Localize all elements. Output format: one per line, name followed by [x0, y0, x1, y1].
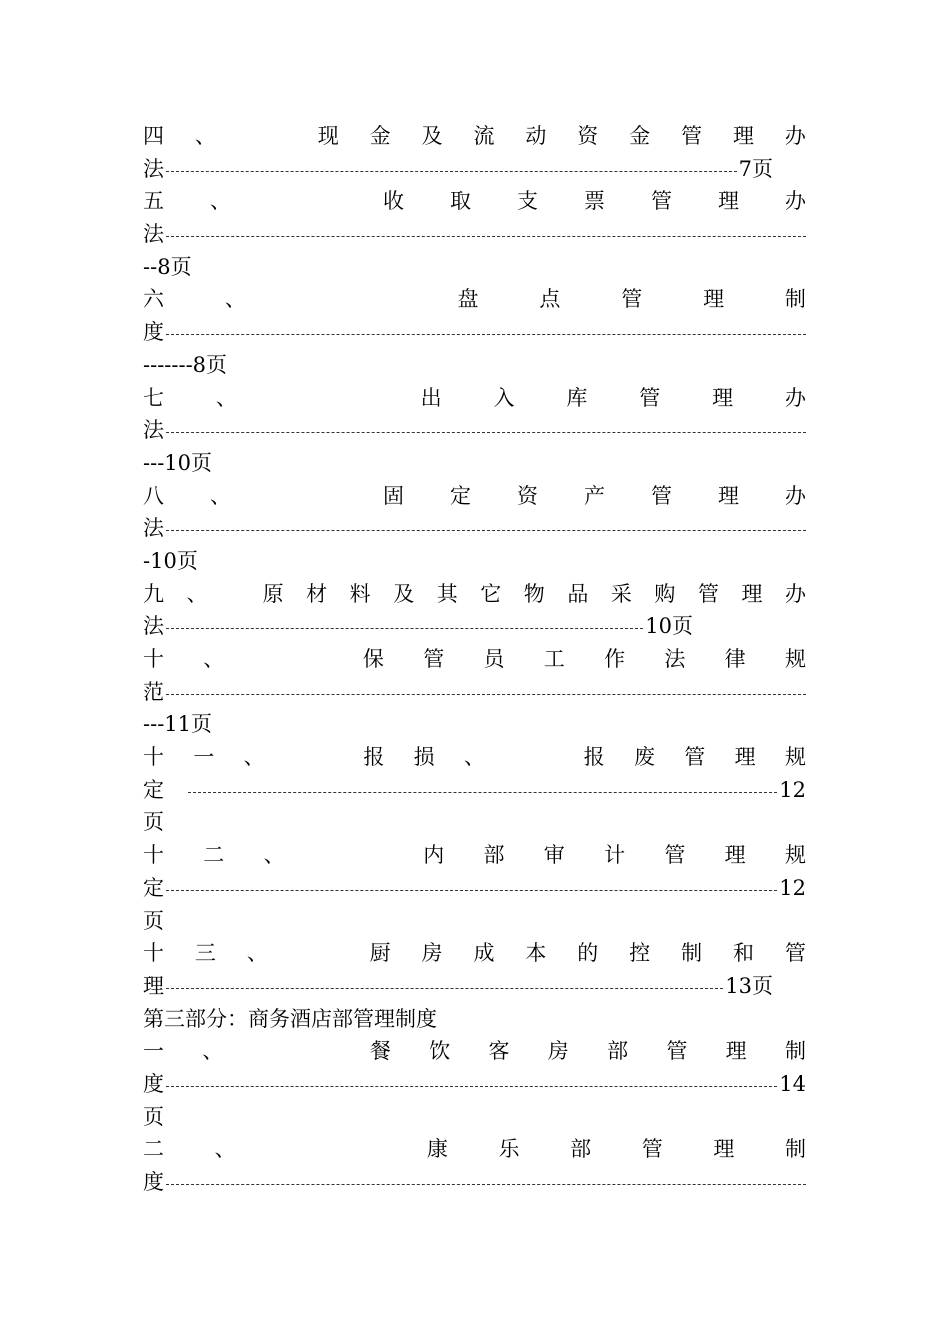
leader-dots	[166, 1086, 777, 1087]
toc-title-continuation: 定	[143, 875, 164, 900]
toc-entry-6-page	[143, 349, 806, 382]
toc-entry-8-title: 八 、 固 定 资 产 管 理 办	[143, 483, 806, 508]
toc-title-char: 动	[525, 124, 547, 148]
toc-entry-5-leader	[143, 218, 806, 251]
toc-entry-s3-2-title: 二 、 康 乐 部 管 理 制	[143, 1137, 806, 1162]
toc-entry-7-leader	[143, 414, 806, 447]
toc-title-continuation: 法	[143, 156, 164, 181]
leader-dots	[188, 792, 777, 793]
toc-title-char: 金	[629, 124, 651, 148]
leader-dots	[166, 171, 737, 172]
section-heading: 第三部分：商务酒店部管理制度	[143, 1006, 437, 1031]
toc-entry-10-leader	[143, 676, 806, 709]
toc-title-char: 理	[732, 124, 754, 148]
toc-entry-4-title	[143, 120, 806, 153]
toc-title-char: 资	[577, 124, 599, 148]
toc-entry-8-page	[143, 545, 806, 578]
toc-entry-11-leader	[143, 774, 806, 807]
toc-title-continuation: 法	[143, 222, 164, 247]
toc-page-number: 10页	[164, 450, 213, 475]
toc-title-char: 管	[681, 124, 703, 148]
leader-dots	[166, 890, 777, 891]
leader-dots: ---	[143, 712, 165, 737]
toc-entry-9-leader	[143, 610, 693, 643]
leader-dots	[166, 628, 643, 629]
leader-dots	[166, 694, 806, 695]
leader-dots	[166, 432, 806, 433]
toc-entry-s3-1-title: 一 、 餐 饮 客 房 部 管 理 制	[143, 1039, 806, 1064]
toc-entry-5-title: 五 、 收 取 支 票 管 理 办	[143, 189, 806, 214]
toc-title-continuation: 度	[143, 320, 164, 345]
toc-entry-s3-2-leader	[143, 1166, 806, 1199]
leader-dots	[166, 530, 806, 531]
toc-page-number: 11页	[164, 712, 213, 737]
toc-entry-10-page	[143, 708, 806, 741]
toc-title-continuation: 定	[143, 777, 164, 802]
toc-page-number: 8页	[192, 352, 228, 377]
toc-title-continuation: 法	[143, 516, 164, 541]
toc-entry-6-leader	[143, 316, 806, 349]
toc-title-continuation: 度	[143, 1071, 164, 1096]
toc-entry-7-title: 七 、 出 入 库 管 理 办	[143, 385, 806, 410]
toc-entry-11-unit: 页	[143, 810, 164, 835]
toc-entry-10-title: 十 、 保 管 员 工 作 法 律 规	[143, 647, 806, 671]
toc-entry-12-unit: 页	[143, 908, 164, 933]
toc-page-number: 12	[779, 875, 806, 900]
toc-entry-4-leader	[143, 153, 773, 186]
toc-entry-5-page	[143, 251, 806, 284]
toc-page-number: 12	[779, 777, 806, 802]
toc-title-continuation: 法	[143, 418, 164, 443]
toc-entry-8-leader	[143, 512, 806, 545]
leader-dots	[166, 988, 723, 989]
toc-title-char: 办	[784, 124, 806, 148]
leader-dots: -------	[143, 352, 193, 377]
toc-title-char: 金	[369, 124, 391, 148]
toc-title-char: 现	[317, 124, 339, 148]
toc-page-number: 13页	[725, 973, 773, 998]
toc-entry-13-title: 十 三 、 厨 房 成 本 的 控 制 和 管	[143, 941, 806, 966]
leader-dots: ---	[143, 450, 165, 475]
leader-dots: -	[143, 548, 151, 573]
toc-entry-s3-1-leader	[143, 1068, 806, 1101]
toc-entry-12-leader	[143, 872, 806, 905]
toc-title-char: 流	[473, 124, 495, 148]
toc-title-continuation: 范	[143, 679, 164, 704]
toc-entry-12-title: 十 二 、 内 部 审 计 管 理 规	[143, 843, 806, 868]
toc-title-continuation: 理	[143, 973, 164, 998]
toc-title-char: 及	[421, 124, 443, 148]
toc-title-continuation: 度	[143, 1170, 164, 1194]
leader-dots	[166, 236, 806, 237]
toc-title-char: 四	[143, 124, 164, 148]
table-of-contents	[143, 120, 806, 1199]
toc-title-continuation: 法	[143, 614, 164, 639]
toc-page-number: 14	[779, 1071, 806, 1096]
toc-entry-11-title: 十 一 、 报 损 、 报 废 管 理 规	[143, 745, 806, 770]
toc-page-number: 10页	[150, 548, 198, 573]
leader-dots	[166, 1184, 806, 1185]
leader-dots: --	[143, 254, 158, 279]
toc-page-number: 8页	[157, 254, 192, 279]
toc-entry-7-page	[143, 447, 806, 480]
toc-page-number: 10页	[645, 614, 693, 639]
leader-dots	[166, 334, 806, 335]
toc-entry-s3-1-unit: 页	[143, 1104, 164, 1129]
toc-entry-13-leader	[143, 970, 773, 1003]
toc-entry-9-title: 九 、 原 材 料 及 其 它 物 品 采 购 管 理 办	[143, 581, 806, 606]
toc-entry-6-title: 六 、 盘 点 管 理 制	[143, 287, 806, 312]
toc-page-number: 7页	[738, 156, 773, 181]
toc-title-char: 、	[194, 124, 216, 148]
